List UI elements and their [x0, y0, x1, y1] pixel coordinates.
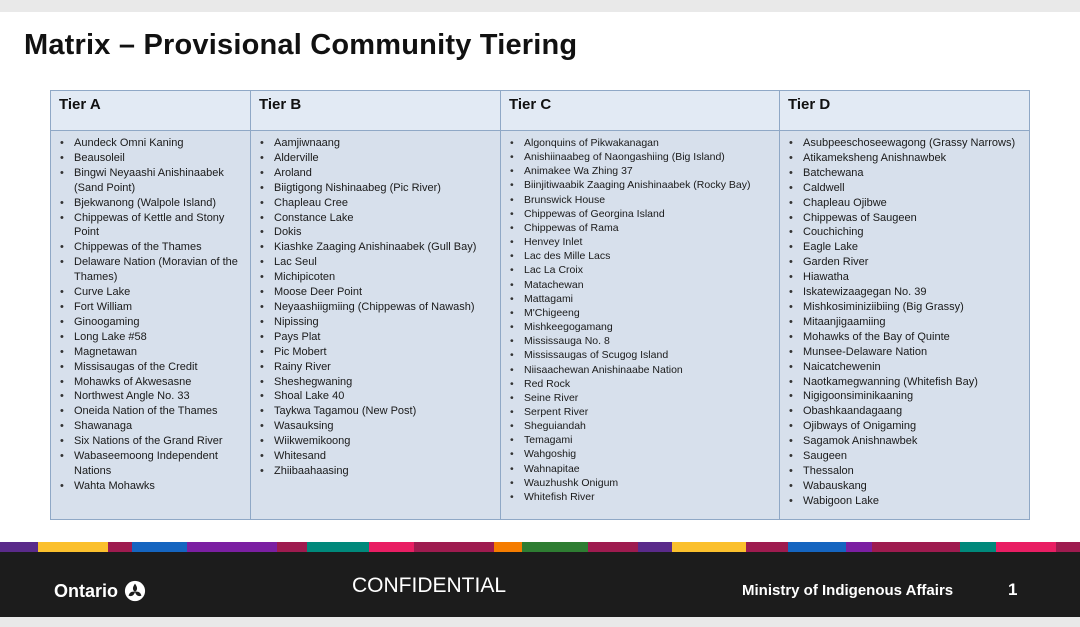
- community-list-item: • Fort William: [74, 300, 246, 315]
- community-list-item: • Niisaachewan Anishinaabe Nation: [524, 363, 775, 377]
- community-list-item: • Iskatewizaagegan No. 39: [803, 285, 1025, 300]
- tier-matrix-table: [50, 90, 1030, 520]
- community-list-item: • Mishkosiminiziibiing (Big Grassy): [803, 300, 1025, 315]
- community-list-item: • Chippewas of Rama: [524, 221, 775, 235]
- tier-b-list: [251, 136, 500, 479]
- community-list-item: • Wauzhushk Onigum: [524, 476, 775, 490]
- tier-b-column: [251, 91, 501, 519]
- tier-d-column: [780, 91, 1029, 519]
- stripe-segment: [996, 542, 1056, 552]
- community-list-item: • Ginoogaming: [74, 315, 246, 330]
- tier-a-header: Tier A: [51, 91, 250, 131]
- stripe-segment: [369, 542, 414, 552]
- community-list-item: • Dokis: [274, 225, 496, 240]
- community-list-item: • Eagle Lake: [803, 240, 1025, 255]
- community-list-item: • Moose Deer Point: [274, 285, 496, 300]
- community-list-item: • Sheguiandah: [524, 419, 775, 433]
- community-list-item: • Naotkamegwanning (Whitefish Bay): [803, 375, 1025, 390]
- community-list-item: • Thessalon: [803, 464, 1025, 479]
- community-list-item: • Chapleau Ojibwe: [803, 196, 1025, 211]
- community-list-item: • Six Nations of the Grand River: [74, 434, 246, 449]
- community-list-item: • Saugeen: [803, 449, 1025, 464]
- community-list-item: • Pic Mobert: [274, 345, 496, 360]
- community-list-item: • Aamjiwnaang: [274, 136, 496, 151]
- community-list-item: • Chippewas of Saugeen: [803, 211, 1025, 226]
- decorative-color-stripe: [0, 542, 1080, 552]
- community-list-item: • Rainy River: [274, 360, 496, 375]
- slide-title: Matrix – Provisional Community Tiering: [24, 29, 578, 61]
- footer-bar: [0, 552, 1080, 617]
- stripe-segment: [872, 542, 960, 552]
- tier-d-header: Tier D: [780, 91, 1029, 131]
- community-list-item: • Wahnapitae: [524, 462, 775, 476]
- stripe-segment: [414, 542, 494, 552]
- community-list-item: • Animakee Wa Zhing 37: [524, 164, 775, 178]
- tier-a-list: [51, 136, 250, 494]
- ministry-label: Ministry of Indigenous Affairs: [742, 582, 954, 599]
- community-list-item: • Kiashke Zaaging Anishinaabek (Gull Bay): [274, 240, 496, 255]
- community-list-item: • Magnetawan: [74, 345, 246, 360]
- community-list-item: • Wasauksing: [274, 419, 496, 434]
- stripe-segment: [638, 542, 672, 552]
- tier-b-header: Tier B: [251, 91, 500, 131]
- stripe-segment: [108, 542, 132, 552]
- tier-a-column: [51, 91, 251, 519]
- community-list-item: • Mississaugas of Scugog Island: [524, 348, 775, 362]
- community-list-item: • Shoal Lake 40: [274, 389, 496, 404]
- stripe-segment: [960, 542, 996, 552]
- community-list-item: • Wahta Mohawks: [74, 479, 246, 494]
- community-list-item: • Bingwi Neyaashi Anishinaabek (Sand Point): [74, 166, 246, 196]
- community-list-item: • Algonquins of Pikwakanagan: [524, 136, 775, 150]
- community-list-item: • Aroland: [274, 166, 496, 181]
- community-list-item: • Beausoleil: [74, 151, 246, 166]
- community-list-item: • Pays Plat: [274, 330, 496, 345]
- ontario-logo: [54, 580, 146, 602]
- community-list-item: • Ojibways of Onigaming: [803, 419, 1025, 434]
- stripe-segment: [187, 542, 277, 552]
- community-list-item: • Couchiching: [803, 225, 1025, 240]
- community-list-item: • Serpent River: [524, 405, 775, 419]
- community-list-item: • Red Rock: [524, 377, 775, 391]
- community-list-item: • Biinjitiwaabik Zaaging Anishinaabek (Rocky Bay): [524, 178, 775, 192]
- page-number: 1: [1008, 580, 1018, 599]
- community-list-item: • Oneida Nation of the Thames: [74, 404, 246, 419]
- stripe-segment: [0, 542, 38, 552]
- stripe-segment: [277, 542, 307, 552]
- community-list-item: • Neyaashiigmiing (Chippewas of Nawash): [274, 300, 496, 315]
- community-list-item: • Nigigoonsiminikaaning: [803, 389, 1025, 404]
- community-list-item: • Wabigoon Lake: [803, 494, 1025, 509]
- stripe-segment: [846, 542, 872, 552]
- community-list-item: • Mishkeegogamang: [524, 320, 775, 334]
- community-list-item: • Lac des Mille Lacs: [524, 249, 775, 263]
- community-list-item: • Henvey Inlet: [524, 235, 775, 249]
- community-list-item: • Naicatchewenin: [803, 360, 1025, 375]
- community-list-item: • Brunswick House: [524, 193, 775, 207]
- community-list-item: • Biigtigong Nishinaabeg (Pic River): [274, 181, 496, 196]
- community-list-item: • Chapleau Cree: [274, 196, 496, 211]
- community-list-item: • Lac La Croix: [524, 263, 775, 277]
- community-list-item: • Chippewas of Kettle and Stony Point: [74, 211, 246, 241]
- stripe-segment: [746, 542, 788, 552]
- community-list-item: • Chippewas of Georgina Island: [524, 207, 775, 221]
- community-list-item: • Lac Seul: [274, 255, 496, 270]
- community-list-item: • Chippewas of the Thames: [74, 240, 246, 255]
- trillium-icon: [124, 580, 146, 602]
- community-list-item: • Batchewana: [803, 166, 1025, 181]
- community-list-item: • Missisaugas of the Credit: [74, 360, 246, 375]
- tier-d-list: [780, 136, 1029, 509]
- stripe-segment: [132, 542, 187, 552]
- community-list-item: • Mitaanjigaamiing: [803, 315, 1025, 330]
- community-list-item: • Whitesand: [274, 449, 496, 464]
- community-list-item: • Alderville: [274, 151, 496, 166]
- stripe-segment: [1056, 542, 1080, 552]
- community-list-item: • Hiawatha: [803, 270, 1025, 285]
- community-list-item: • Seine River: [524, 391, 775, 405]
- stripe-segment: [672, 542, 746, 552]
- community-list-item: • Michipicoten: [274, 270, 496, 285]
- community-list-item: • Sagamok Anishnawbek: [803, 434, 1025, 449]
- community-list-item: • Obashkaandagaang: [803, 404, 1025, 419]
- tier-c-column: [501, 91, 780, 519]
- community-list-item: • Mattagami: [524, 292, 775, 306]
- stripe-segment: [38, 542, 108, 552]
- community-list-item: • Garden River: [803, 255, 1025, 270]
- community-list-item: • Taykwa Tagamou (New Post): [274, 404, 496, 419]
- community-list-item: • Northwest Angle No. 33: [74, 389, 246, 404]
- community-list-item: • Wabauskang: [803, 479, 1025, 494]
- slide: [0, 12, 1080, 617]
- community-list-item: • Mississauga No. 8: [524, 334, 775, 348]
- community-list-item: • Delaware Nation (Moravian of the Thames): [74, 255, 246, 285]
- community-list-item: • Curve Lake: [74, 285, 246, 300]
- community-list-item: • Wiikwemikoong: [274, 434, 496, 449]
- stripe-segment: [494, 542, 522, 552]
- community-list-item: • Matachewan: [524, 278, 775, 292]
- community-list-item: • Whitefish River: [524, 490, 775, 504]
- stripe-segment: [788, 542, 846, 552]
- community-list-item: • Munsee-Delaware Nation: [803, 345, 1025, 360]
- community-list-item: • Mohawks of the Bay of Quinte: [803, 330, 1025, 345]
- community-list-item: • Temagami: [524, 433, 775, 447]
- community-list-item: • Long Lake #58: [74, 330, 246, 345]
- stripe-segment: [307, 542, 369, 552]
- community-list-item: • Zhiibaahaasing: [274, 464, 496, 479]
- community-list-item: • Anishiinaabeg of Naongashiing (Big Island): [524, 150, 775, 164]
- community-list-item: • Nipissing: [274, 315, 496, 330]
- community-list-item: • Constance Lake: [274, 211, 496, 226]
- tier-c-list: [501, 136, 779, 504]
- community-list-item: • Aundeck Omni Kaning: [74, 136, 246, 151]
- community-list-item: • M'Chigeeng: [524, 306, 775, 320]
- tier-c-header: Tier C: [501, 91, 779, 131]
- confidential-label: CONFIDENTIAL: [352, 574, 507, 597]
- community-list-item: • Asubpeeschoseewagong (Grassy Narrows): [803, 136, 1025, 151]
- ontario-wordmark: Ontario: [54, 580, 119, 601]
- community-list-item: • Wahgoshig: [524, 447, 775, 461]
- community-list-item: • Wabaseemoong Independent Nations: [74, 449, 246, 479]
- stripe-segment: [588, 542, 638, 552]
- community-list-item: • Atikameksheng Anishnawbek: [803, 151, 1025, 166]
- community-list-item: • Bjekwanong (Walpole Island): [74, 196, 246, 211]
- community-list-item: • Sheshegwaning: [274, 375, 496, 390]
- community-list-item: • Caldwell: [803, 181, 1025, 196]
- stripe-segment: [522, 542, 588, 552]
- community-list-item: • Mohawks of Akwesasne: [74, 375, 246, 390]
- community-list-item: • Shawanaga: [74, 419, 246, 434]
